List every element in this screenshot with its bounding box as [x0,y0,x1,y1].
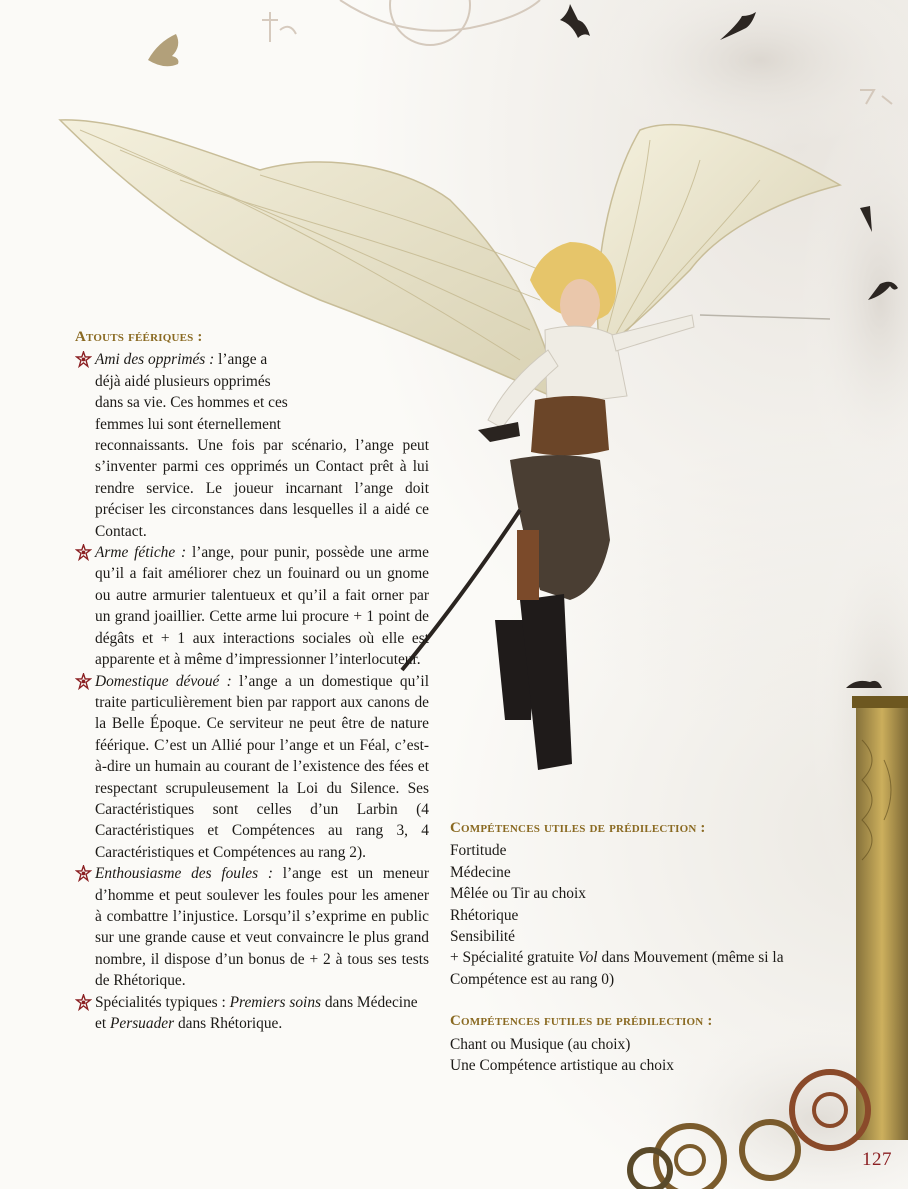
specialite-gratuite [450,947,812,990]
utiles-heading: Compétences utiles de prédilection : [450,820,706,836]
futiles-heading: Compétences futiles de prédilection : [450,1013,713,1030]
speciale-prefix: + Spécialité gratuite [450,949,578,967]
falling-leaf-icon [148,34,178,66]
specialites-end: dans Rhétorique. [174,1015,283,1032]
speciale-term: Vol [577,949,598,967]
list-item [75,349,429,542]
atout-term: Arme fétiche : [95,544,187,562]
speciale-suffix: dans Mouvement (même si la Compétence est au rang 0) [450,949,784,988]
list-item [75,542,429,670]
list-item: Médecine [450,863,511,881]
list-item [75,992,429,1035]
atout-term: Domestique dévoué : [95,672,232,690]
atout-text-rest: reconnaissants. Une fois par scénario, l’ange peut s’inventer parmi ces opprimés un Contact prêt à lui rendre service. Le joueur incarnant l’ange doit préciser les circonstances dans lesquelles il a aidé ce Contact. [95,437,429,540]
star-bullet-icon [75,544,92,561]
atout-text-part: l’ange a déjà aidé plusieurs opprimés dans sa vie. Ces hommes et ces femmes lui sont éternellement [95,351,288,433]
atouts-feeriques-section [75,327,429,1034]
star-bullet-icon [75,673,92,690]
star-bullet-icon [75,865,92,882]
list-item: Sensibilité [450,928,515,946]
star-bullet-icon [75,994,92,1011]
atout-text: l’ange a un domestique qu’il traite particulièrement bien par rapport aux canons de la Belle Époque. Ce serviteur ne peut être de nature féérique. C’est un Allié pour l’ange et un Féal, c’est-à-dire un humain au courant de l’existence des fées et respectant scrupuleusement la Loi du Silence. Ses Caractéristiques sont celles d’un Larbin (4 Caractéristiques et Compétences au rang 3, 4 Caractéristiques et Compétences au rang 2). [95,672,429,861]
list-item: Fortitude [450,842,507,860]
atout-term: Enthousiasme des foules : [95,865,273,883]
specialite-item: Premiers soins [229,993,322,1011]
list-item [75,863,429,991]
atouts-heading: Atouts féériques : [75,329,203,345]
atout-text: l’ange est un meneur d’homme et peut soulever les foules pour les amener à combattre l’injustice. Lorsqu’il s’exprime en public sur une grande cause et veut convaincre le plus grand nombre, il dispose d’un bonus de + 2 à tous ses tests de Rhétorique. [95,865,429,990]
specialite-item: Persuader [109,1015,175,1032]
star-bullet-icon [75,351,92,368]
smoke-cloud [800,100,908,500]
list-item [75,671,429,864]
list-item: Mêlée ou Tir au choix [450,885,586,903]
page-number: 127 [862,1149,892,1170]
brass-pipe [852,696,908,1140]
specialites-mid: dans Médecine et [95,993,418,1032]
atout-term: Ami des opprimés : [95,351,215,369]
list-item: Chant ou Musique (au choix) [450,1035,631,1053]
atout-text: l’ange, pour punir, possède une arme qu’il a fait améliorer chez un fouinard ou un gnome ou autre armurier talentueux et qu’il a fait orner par un grand joaillier. Cette arme lui procure + 1 point de dégâts et + 1 aux interactions sociales où elle est apparente et à même d’impressionner l’interlocuteur. [95,544,429,669]
list-item: Rhétorique [450,906,519,924]
competences-section [450,818,820,1076]
list-item: Une Compétence artistique au choix [450,1057,674,1075]
specialites-label: Spécialités typiques : [95,993,230,1011]
